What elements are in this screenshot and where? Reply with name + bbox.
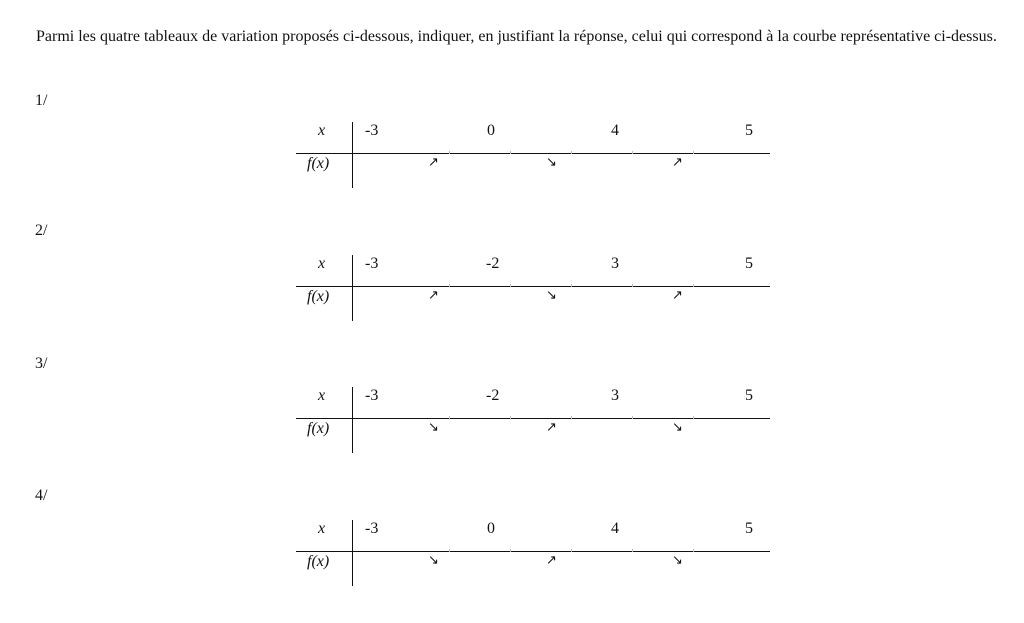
tick-mark bbox=[449, 151, 450, 154]
table-vertical-divider bbox=[352, 122, 353, 188]
question-text: Parmi les quatre tableaux de variation proposés ci-dessous, indiquer, en justifiant la réponse, celui qui correspond à la courbe représentative ci-dessus. bbox=[36, 28, 997, 45]
f-row-label: f(x) bbox=[307, 553, 330, 570]
table-vertical-divider bbox=[352, 255, 353, 321]
x-value: -2 bbox=[486, 387, 500, 404]
x-value: 5 bbox=[745, 387, 753, 404]
arrow-down-icon: ↘ bbox=[428, 553, 439, 568]
x-value: 5 bbox=[745, 122, 753, 139]
x-row-label: x bbox=[318, 122, 326, 139]
x-value: -3 bbox=[365, 387, 379, 404]
option-label-2: 2/ bbox=[35, 222, 48, 239]
x-value: 5 bbox=[745, 255, 753, 272]
arrow-down-icon: ↘ bbox=[546, 155, 557, 170]
arrow-down-icon: ↘ bbox=[428, 420, 439, 435]
tick-mark bbox=[632, 151, 633, 154]
x-value: -2 bbox=[486, 255, 500, 272]
x-value: 0 bbox=[487, 520, 495, 537]
table-horizontal-divider bbox=[296, 418, 770, 419]
arrow-down-icon: ↘ bbox=[546, 288, 557, 303]
tick-mark bbox=[693, 549, 694, 552]
x-value: 4 bbox=[611, 520, 619, 537]
option-label-3: 3/ bbox=[35, 355, 48, 372]
table-vertical-divider bbox=[352, 520, 353, 586]
x-value: -3 bbox=[365, 520, 379, 537]
tick-mark bbox=[510, 549, 511, 552]
tick-mark bbox=[571, 416, 572, 419]
table-horizontal-divider bbox=[296, 153, 770, 154]
x-row-label: x bbox=[318, 387, 326, 404]
tick-mark bbox=[510, 416, 511, 419]
x-value: 4 bbox=[611, 122, 619, 139]
arrow-up-icon: ↗ bbox=[672, 155, 683, 170]
tick-mark bbox=[632, 549, 633, 552]
x-value: -3 bbox=[365, 255, 379, 272]
x-value: 3 bbox=[611, 387, 619, 404]
variation-table-4 bbox=[296, 516, 772, 588]
tick-mark bbox=[510, 284, 511, 287]
arrow-up-icon: ↗ bbox=[546, 420, 557, 435]
arrow-up-icon: ↗ bbox=[428, 155, 439, 170]
arrow-down-icon: ↘ bbox=[672, 420, 683, 435]
table-horizontal-divider bbox=[296, 551, 770, 552]
tick-mark bbox=[632, 416, 633, 419]
f-row-label: f(x) bbox=[307, 420, 330, 437]
tick-mark bbox=[510, 151, 511, 154]
variation-table-3 bbox=[296, 383, 772, 455]
tick-mark bbox=[449, 284, 450, 287]
x-value: -3 bbox=[365, 122, 379, 139]
tick-mark bbox=[632, 284, 633, 287]
variation-table-1 bbox=[296, 118, 772, 190]
tick-mark bbox=[693, 416, 694, 419]
arrow-up-icon: ↗ bbox=[546, 553, 557, 568]
tick-mark bbox=[449, 549, 450, 552]
arrow-down-icon: ↘ bbox=[672, 553, 683, 568]
option-label-4: 4/ bbox=[35, 487, 48, 504]
option-label-1: 1/ bbox=[35, 92, 48, 109]
x-value: 0 bbox=[487, 122, 495, 139]
tick-mark bbox=[571, 284, 572, 287]
arrow-up-icon: ↗ bbox=[428, 288, 439, 303]
tick-mark bbox=[449, 416, 450, 419]
f-row-label: f(x) bbox=[307, 155, 330, 172]
table-vertical-divider bbox=[352, 387, 353, 453]
tick-mark bbox=[571, 151, 572, 154]
x-row-label: x bbox=[318, 520, 326, 537]
tick-mark bbox=[693, 151, 694, 154]
variation-table-2 bbox=[296, 251, 772, 323]
tick-mark bbox=[571, 549, 572, 552]
arrow-up-icon: ↗ bbox=[672, 288, 683, 303]
x-value: 5 bbox=[745, 520, 753, 537]
tick-mark bbox=[693, 284, 694, 287]
x-row-label: x bbox=[318, 255, 326, 272]
x-value: 3 bbox=[611, 255, 619, 272]
f-row-label: f(x) bbox=[307, 288, 330, 305]
table-horizontal-divider bbox=[296, 286, 770, 287]
